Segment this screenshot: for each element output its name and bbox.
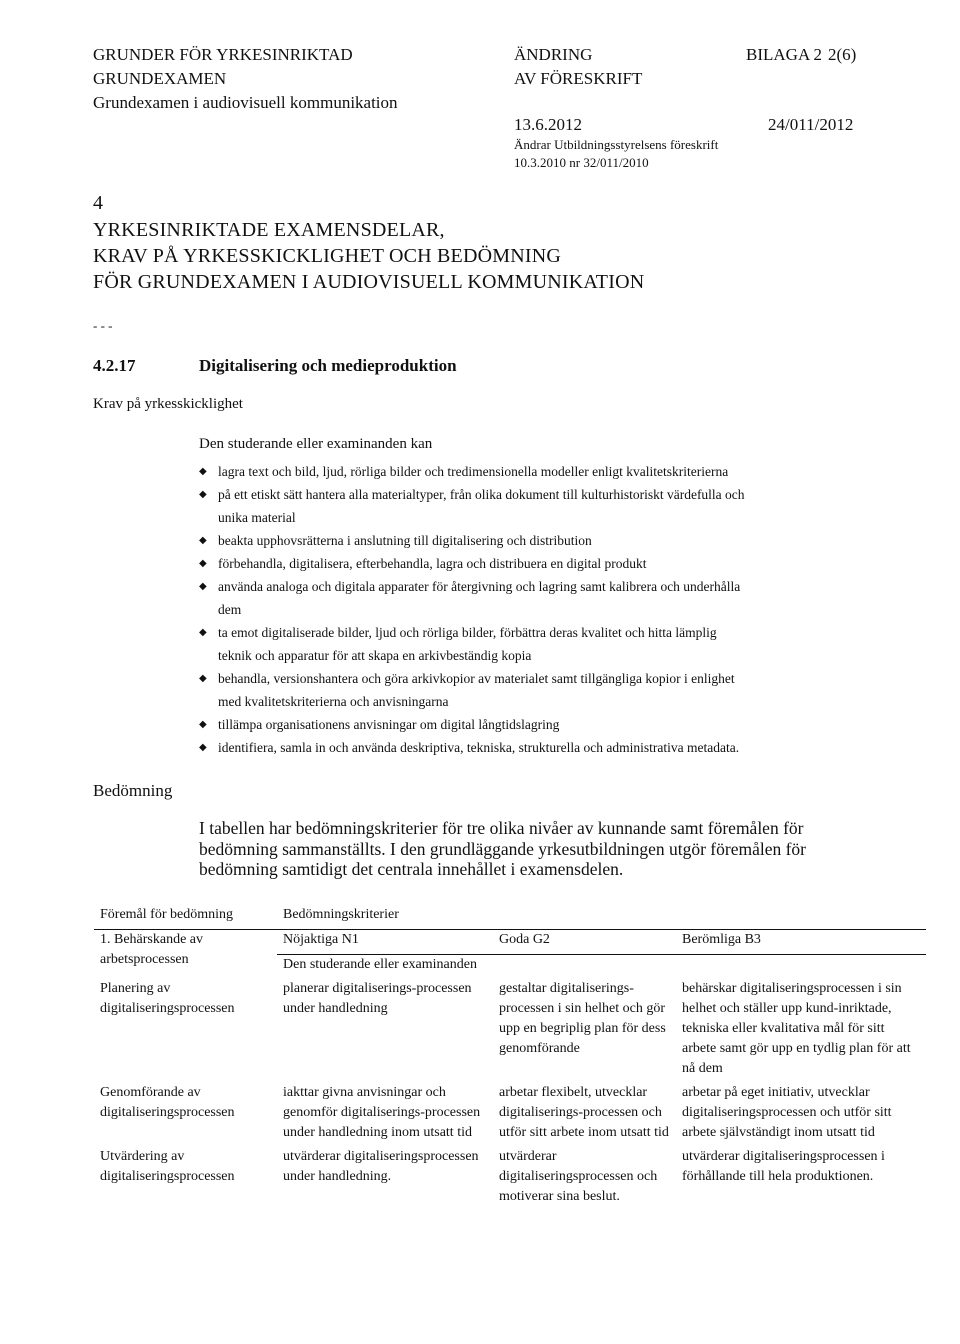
list-item-continuation: dem: [218, 602, 242, 617]
assessment-object: Utvärdering av digitaliseringsprocessen: [100, 1149, 235, 1184]
subsection-title: Digitalisering och medieproduktion: [199, 356, 457, 375]
criteria-b3: behärskar digitaliseringsprocessen i sin helhet och ställer upp kund-inriktade, tekniska eller kvalitativa mål för sitt arbete samt gör upp en tydlig plan för att nå dem: [682, 981, 911, 1076]
list-item: ◆ lagra text och bild, ljud, rörliga bilder och tredimensionella modeller enligt kvalitetskriterierna: [199, 460, 899, 483]
diamond-bullet-icon: ◆: [199, 489, 207, 500]
table-header-row: [94, 905, 926, 930]
column-header-object: Föremål för bedömning: [94, 905, 277, 930]
section-title-line3: FÖR GRUNDEXAMEN I AUDIOVISUELL KOMMUNIKATION: [93, 271, 645, 293]
assessment-paragraph: I tabellen har bedömningskriterier för tre olika nivåer av kunnande samt föremålen för bedömning sammanställts. I den grundläggande yrkesutbildningen utgör föremålen för bedömning samtidigt det centrala innehållet i examensdelen.: [199, 818, 807, 879]
header-mid-line2: AV FÖRESKRIFT: [514, 69, 643, 88]
list-item: ◆ på ett etiskt sätt hantera alla materialtyper, från olika dokument till kulturhistoriskt värdefulla och: [199, 483, 899, 506]
diamond-bullet-icon: ◆: [199, 673, 207, 684]
criteria-n1: iakttar givna anvisningar och genomför digitaliserings-processen under handledning inom utsatt tid: [283, 1085, 481, 1140]
header-document-number: 24/011/2012: [768, 115, 854, 134]
header-mid-line1: ÄNDRING: [514, 45, 593, 64]
table-row: [94, 1083, 926, 1147]
criteria-b3: arbetar på eget initiativ, utvecklar digitaliseringsprocessen och utför sitt arbete självständigt inom utsatt tid: [682, 1085, 892, 1140]
header-amends-line1: Ändrar Utbildningsstyrelsens föreskrift: [514, 137, 719, 152]
criteria-g2: arbetar flexibelt, utvecklar digitaliserings-processen och utför sitt arbete inom utsatt tid: [499, 1085, 669, 1140]
list-item-continuation: teknik och apparatur för att skapa en arkivbeständig kopia: [218, 648, 532, 663]
level-n1: Nöjaktiga N1: [277, 930, 493, 955]
subsection-number: 4.2.17: [93, 356, 136, 375]
diamond-bullet-icon: ◆: [199, 627, 207, 638]
header-date: 13.6.2012: [514, 115, 582, 134]
section-number: 4: [93, 192, 104, 214]
list-item-continuation: med kvalitetskriterierna och anvisningarna: [218, 694, 449, 709]
column-header-criteria: Bedömningskriterier: [277, 905, 926, 930]
requirements-intro: Den studerande eller examinanden kan: [199, 436, 433, 452]
header-left-line1: GRUNDER FÖR YRKESINRIKTAD: [93, 45, 353, 64]
section-title-line2: KRAV PÅ YRKESSKICKLIGHET OCH BEDÖMNING: [93, 245, 562, 267]
level-g2: Goda G2: [493, 930, 676, 955]
header-left-line3: Grundexamen i audiovisuell kommunikation: [93, 93, 398, 112]
assessment-label: Bedömning: [93, 781, 173, 800]
table-level-row: [94, 930, 926, 955]
diamond-bullet-icon: ◆: [199, 558, 207, 569]
diamond-bullet-icon: ◆: [199, 719, 207, 730]
level-b3: Berömliga B3: [676, 930, 926, 955]
list-item-continuation: unika material: [218, 510, 296, 525]
assessment-object: Genomförande av digitaliseringsprocessen: [100, 1085, 235, 1120]
header-page-number: 2(6): [828, 45, 857, 64]
list-item: ◆ behandla, versionshantera och göra arkivkopior av materialet samt tillgängliga kopior i enlighet: [199, 667, 899, 690]
list-item: ◆ tillämpa organisationens anvisningar om digital långtidslagring: [199, 713, 899, 736]
header-appendix: BILAGA 2: [746, 45, 823, 64]
list-item: ◆ använda analoga och digitala apparater för återgivning och lagring samt kalibrera och underhålla: [199, 575, 899, 598]
list-item: ◆ förbehandla, digitalisera, efterbehandla, lagra och distribuera en digital produkt: [199, 552, 899, 575]
criteria-n1: planerar digitaliserings-processen under handledning: [283, 981, 472, 1016]
diamond-bullet-icon: ◆: [199, 535, 207, 546]
assessment-criteria-table: [94, 905, 926, 1211]
list-item: ◆ beakta upphovsrätterna i anslutning till digitalisering och distribution: [199, 529, 899, 552]
criteria-b3: utvärderar digitaliseringsprocessen i förhållande till hela produktionen.: [682, 1149, 885, 1184]
header-amends-line2: 10.3.2010 nr 32/011/2010: [514, 155, 649, 170]
header-left-line2: GRUNDEXAMEN: [93, 69, 227, 88]
diamond-bullet-icon: ◆: [199, 581, 207, 592]
diamond-bullet-icon: ◆: [199, 466, 207, 477]
list-item: ◆ ta emot digitaliserade bilder, ljud och rörliga bilder, förbättra deras kvalitet och hitta lämplig: [199, 621, 899, 644]
requirements-list: [199, 460, 899, 759]
assessment-object: Planering av digitaliseringsprocessen: [100, 981, 235, 1016]
requirements-label: Krav på yrkesskicklighet: [93, 396, 243, 412]
diamond-bullet-icon: ◆: [199, 742, 207, 753]
section-title-line1: YRKESINRIKTADE EXAMENSDELAR,: [93, 219, 445, 241]
criteria-g2: gestaltar digitaliserings-processen i sin helhet och gör upp en begriplig plan för dess genomförande: [499, 981, 666, 1056]
section-separator: - - -: [93, 318, 113, 333]
criteria-n1: utvärderar digitaliseringsprocessen under handledning.: [283, 1149, 479, 1184]
list-item: ◆ identifiera, samla in och använda deskriptiva, tekniska, strukturella och administrativa metadata.: [199, 736, 899, 759]
criteria-g2: utvärderar digitaliseringsprocessen och motiverar sina beslut.: [499, 1149, 658, 1204]
table-row: [94, 1147, 926, 1211]
subject-note: Den studerande eller examinanden: [283, 957, 477, 972]
group-label: 1. Behärskande av arbetsprocessen: [100, 932, 204, 967]
table-row: [94, 979, 926, 1083]
